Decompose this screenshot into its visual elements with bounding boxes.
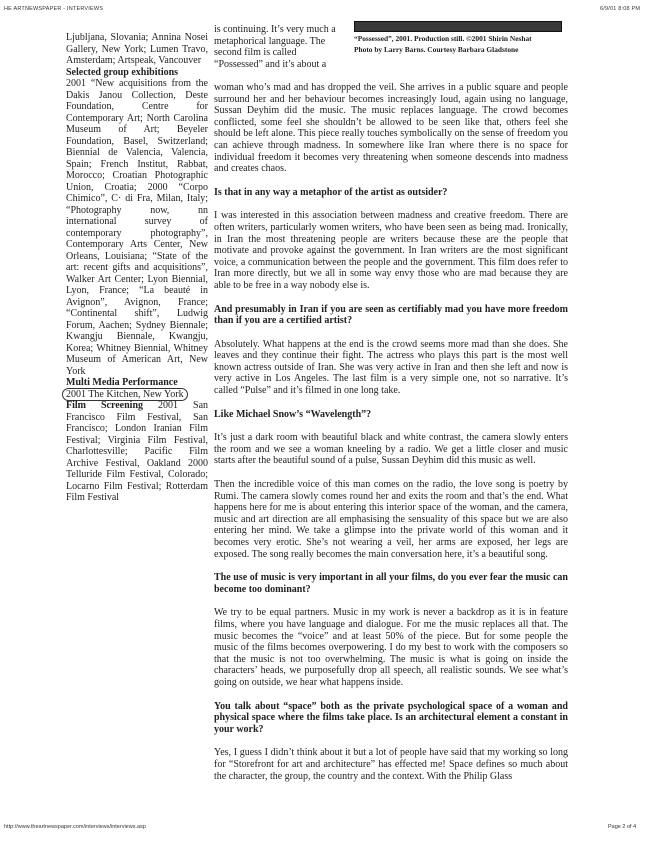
film-screening-block [66,400,208,504]
sidebar-column [66,32,208,504]
print-header-date: 6/9/01 8:08 PM [600,6,641,12]
answer-paragraph: Absolutely. What happens at the end is the crowd seems more mad than she does. She leaves and they continue their fight. The actress who plays this part is the most well known actress outside of Iran. She was very active in Iran and then she left and now is very active in Los Angeles. The last film is a very simple one, not so narrative. It’s called “Pulse” and it’s filmed in one long take. [214,338,568,397]
film-screening-list: 2001 San Francisco Film Festival, San Francisco; London Iranian Film Festival; Virginia Film Festival, Charlottesville; Pacific Film Archive Festival, Oakland 2000 Telluride Film Festival, Colorado; Locarno Film Festival; Rotterdam Film Festival [66,400,209,503]
heading-film-screening: Film Screening [66,400,144,411]
print-footer-page: Page 2 of 4 [608,824,637,830]
photo-caption-line-1: “Possessed”, 2001. Production still. ©2001 Shirin Neshat [354,34,532,43]
answer-paragraph: woman who’s mad and has dropped the veil. She arrives in a public square and people surround her and her behaviour becomes increasingly loud, again using no language, Sussan Deyhim did the music. The music replaces language. The crowd becomes conflicted, some feel she shouldn’t be allowed to be seen like that, others feel she should be left alone. This piece really touches symbolically on the sense of freedom you can achieve through madness. In somewhere like Iran where there is no space for individual freedom it becomes very threatening when someone descends into madness and creates chaos. [214,82,568,175]
question-5: You talk about “space” both as the private psychological space of a woman and physical space where the films take place. Is an architectural element a constant in your work? [214,700,568,735]
interview-body [214,82,568,794]
answer-paragraph: Then the incredible voice of this man comes on the radio, the love song is poetry by Rumi. The camera slowly comes round her and exits the room and that’s the end. What happens here for me is about entering this interior space of the woman, and the camera, music and art direction are all emphasising the sensuality of this space but we are also entering her mind. We take a glimpse into the private world of this woman and it becomes very erotic. She’s not wearing a veil, her arms are exposed, her legs are exposed. The song really becomes the main conversation here, it’s a beautiful song. [214,479,568,560]
solo-exhibitions-tail: Ljubljana, Slovania; Annina Nosei Gallery, New York; Lumen Travo, Amsterdam; Artspeak, Vancouver [66,32,208,66]
question-4: The use of music is very important in all your films, do you ever fear the music can become too dominant? [214,572,568,595]
answer-paragraph: It’s just a dark room with beautiful black and white contrast, the camera slowly enters the room and we see a woman kneeling by a radio. We get a little closer and music starts after the beautiful sound of a pulse, Sussan Deyhim did this music as well. [214,432,568,467]
answer-paragraph: I was interested in this association between madness and creative freedom. There are often writers, particularly women writers, who have been seen as being mad. Ironically, in Iran the most threatening people are writers because these are the people that motivate and provoke against the government. In Iran writers are the most significant voice, a communication between the people and the government. This film does refer to Iran more directly, but we all in some way envy those who are mad because they are able to be free in a way nobody else is. [214,210,568,291]
circled-entry: 2001 The Kitchen, New York [62,388,188,401]
intro-paragraph-column [214,24,346,70]
production-still-image [354,21,562,32]
intro-paragraph: is continuing. It’s very much a metaphorical language. The second film is called “Possessed” and it’s about a [214,24,336,70]
question-1: Is that in any way a metaphor of the artist as outsider? [214,186,448,198]
print-header-left: HE ARTNEWSPAPER - INTERVIEWS [4,6,104,12]
photo-caption-line-2: Photo by Larry Barns. Courtesy Barbara Gladstone [354,45,519,54]
group-exhibitions-list: 2001 “New acquisitions from the Dakis Janou Collection, Deste Foundation, Centre for Contemporary Art; North Carolina Museum of Art; Beyeler Foundation, Basel, Switzerland; Biennial de Valencia, Valencia, Spain; French Institut, Rabbat, Morocco; Croatian Photographic Union, Croatia; 2000 “Corpo Chimico”, C· di Fra, Milan, Italy; “Photography now, nn international survey of contemporary photography”, Contemporary Arts Center, New Orleans, Louisiana; “State of the art: recent gifts and acquisitions”, Walker Art Center; Lyon Biennial, Lyon, France; “La beauté in Avignon”, Avignon, France; “Continental shift”, Ludwig Forum, Aachen; Sydney Biennale; Kwangju Biennale, Kwangju, Korea; Whitney Biennial, Whitney Museum of American Art, New York [66,78,208,377]
answer-paragraph: We try to be equal partners. Music in my work is never a backdrop as it is in feature films, where you have language and dialogue. For me the music replaces all that. The music becomes the “voice” and at least 50% of the piece. But for some people the music of the films becomes overpowering. I do my best to work with the composers so that the music is not too overwhelming. The music is what is going on inside the characters’ heads, we purposefully drop all speech, all realistic sounds. We see what’s going on outside, we hear what happens inside. [214,607,568,688]
photo-block [354,21,562,54]
question-3: Like Michael Snow’s “Wavelength”? [214,408,372,420]
performance-entry [66,389,208,401]
print-footer-url: http://www.theartnewspaper.com/interviews/interviews.asp [4,824,146,830]
question-2: And presumably in Iran if you are seen as certifiably mad you have more freedom than if you are a certified artist? [214,303,568,327]
heading-multi-media-performance: Multi Media Performance [66,377,178,388]
heading-selected-group-exhibitions: Selected group exhibitions [66,66,179,78]
answer-paragraph: Yes, I guess I didn’t think about it but a lot of people have said that my working so long for “Storefront for art and architecture” has effected me! Space defines so much about the character, the group, the country and the context. With the Philip Glass [214,747,568,782]
